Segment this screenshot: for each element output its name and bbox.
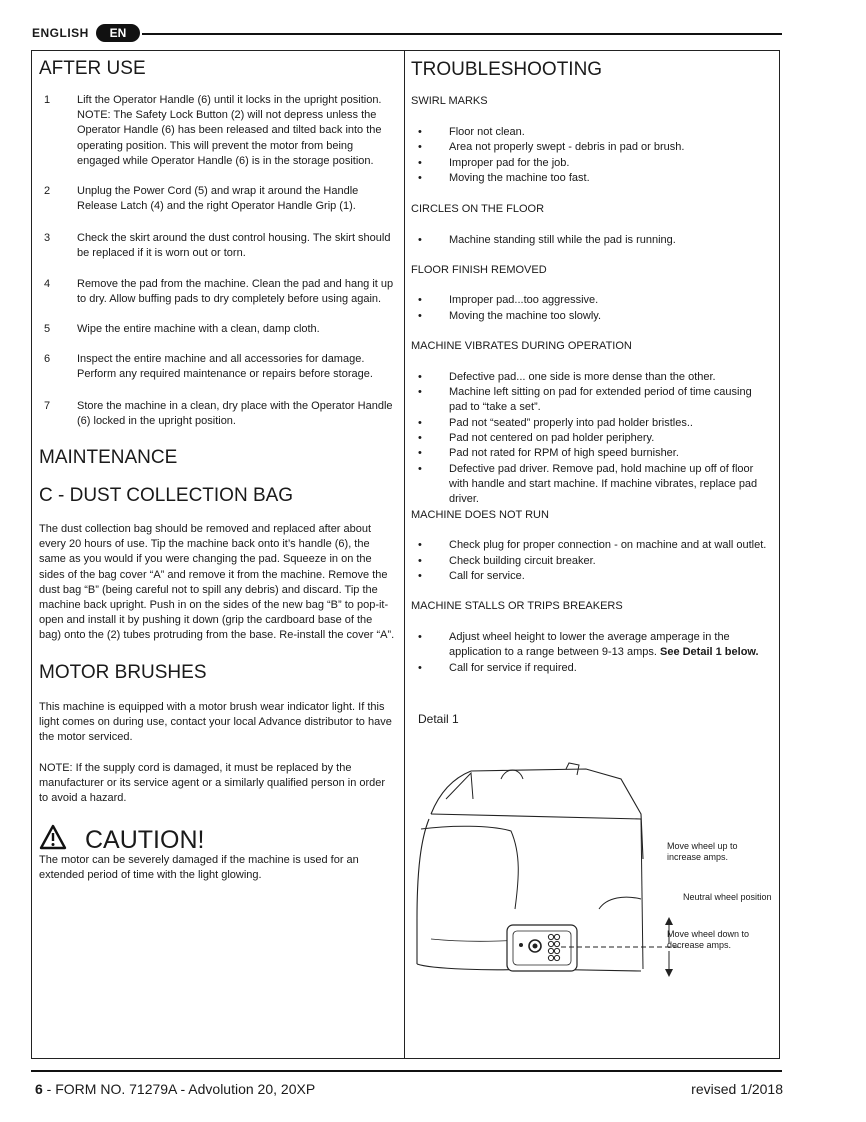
step-text: Unplug the Power Cord (5) and wrap it around the Handle Release Latch (4) and the right Operator Handle Grip (1). — [77, 185, 359, 213]
caution-heading — [39, 824, 204, 855]
motor-brushes-title: MOTOR BRUSHES — [39, 662, 207, 683]
caution-title: CAUTION! — [85, 826, 205, 854]
column-divider — [404, 50, 405, 1059]
step-text: Store the machine in a clean, dry place with the Operator Handle (6) locked in the upright position. — [77, 400, 393, 428]
troubleshooting-title: TROUBLESHOOTING — [411, 59, 603, 80]
language-label: ENGLISH — [32, 26, 89, 40]
page-number: 6 — [35, 1081, 43, 1097]
language-badge: EN — [96, 24, 140, 42]
supply-cord-note: NOTE: If the supply cord is damaged, it must be replaced by the manufacturer or its service agent or a similarly qualified person in order to avoid a hazard. — [39, 762, 386, 805]
notrun-heading: MACHINE DOES NOT RUN — [411, 509, 549, 521]
maintenance-title: MAINTENANCE — [39, 447, 178, 468]
stalls-heading: MACHINE STALLS OR TRIPS BREAKERS — [411, 600, 623, 612]
detail-reference: See Detail 1 below. — [659, 646, 759, 659]
step-text: Lift the Operator Handle (6) until it locks in the upright position. NOTE: The Safety Lock Button (2) will not depress unless the Operator Handle (6) has been released and tilted back into the operating position. This will prevent the motor from being engaged while Operator Handle (6) is in the storage position. — [77, 94, 382, 167]
circles-heading: CIRCLES ON THE FLOOR — [411, 203, 545, 215]
header-rule — [142, 33, 782, 35]
move-up-note: Move wheel up to increase amps. — [667, 841, 738, 862]
step-number: 7 — [44, 400, 51, 412]
step-number: 2 — [44, 185, 51, 197]
motor-brushes-text: This machine is equipped with a motor brush wear indicator light. If this light comes on during use, contact your local Advance distributor to have the motor serviced. — [39, 701, 392, 744]
footer-form — [35, 1081, 315, 1097]
footer-rule — [31, 1070, 782, 1072]
step-text: Remove the pad from the machine. Clean the pad and hang it up to dry. Allow buffing pads to dry completely before using again. — [77, 278, 394, 306]
step-number: 5 — [44, 323, 51, 335]
finish-heading: FLOOR FINISH REMOVED — [411, 264, 547, 276]
move-down-note: Move wheel down to decrease amps. — [667, 929, 750, 950]
step-number: 4 — [44, 278, 51, 290]
swirl-heading: SWIRL MARKS — [411, 95, 488, 107]
revision-date: revised 1/2018 — [691, 1081, 783, 1097]
after-use-title: AFTER USE — [39, 58, 146, 79]
step-number: 6 — [44, 353, 51, 365]
step-number: 3 — [44, 232, 51, 244]
step-text: Inspect the entire machine and all accessories for damage. Perform any required maintenance or repairs before storage. — [77, 353, 373, 381]
form-number: - FORM NO. 71279A - Advolution 20, 20XP — [42, 1081, 316, 1097]
warning-icon — [39, 824, 67, 850]
step-text: Check the skirt around the dust control housing. The skirt should be replaced if it is worn out or torn. — [77, 232, 391, 260]
dust-bag-title: C - DUST COLLECTION BAG — [39, 485, 294, 506]
neutral-note: Neutral wheel position — [683, 892, 772, 902]
vibrates-heading: MACHINE VIBRATES DURING OPERATION — [411, 340, 632, 352]
detail-label: Detail 1 — [418, 712, 459, 726]
step-number: 1 — [44, 94, 51, 106]
step-text: Wipe the entire machine with a clean, damp cloth. — [77, 323, 320, 335]
dust-bag-text: The dust collection bag should be removed and replaced after about every 20 hours of use. Tip the machine back onto it’s handle (6), the same as you would if you were changing the pad. Squeeze in on the sides of the bag cover “A” and remove it from the machine. Remove the dust bag “B” (being careful not to spill any debris) and discard. Tip the machine back upright. Push in on the sides of the new bag “B” to pop-it-open and install it by pushing it down (grip the cardboard base of the bag) onto the (2) tubes protruding from the base. Re-install the cover “A”. — [39, 523, 395, 642]
caution-text: The motor can be severely damaged if the machine is used for an extended period of time with the light glowing. — [39, 854, 359, 882]
